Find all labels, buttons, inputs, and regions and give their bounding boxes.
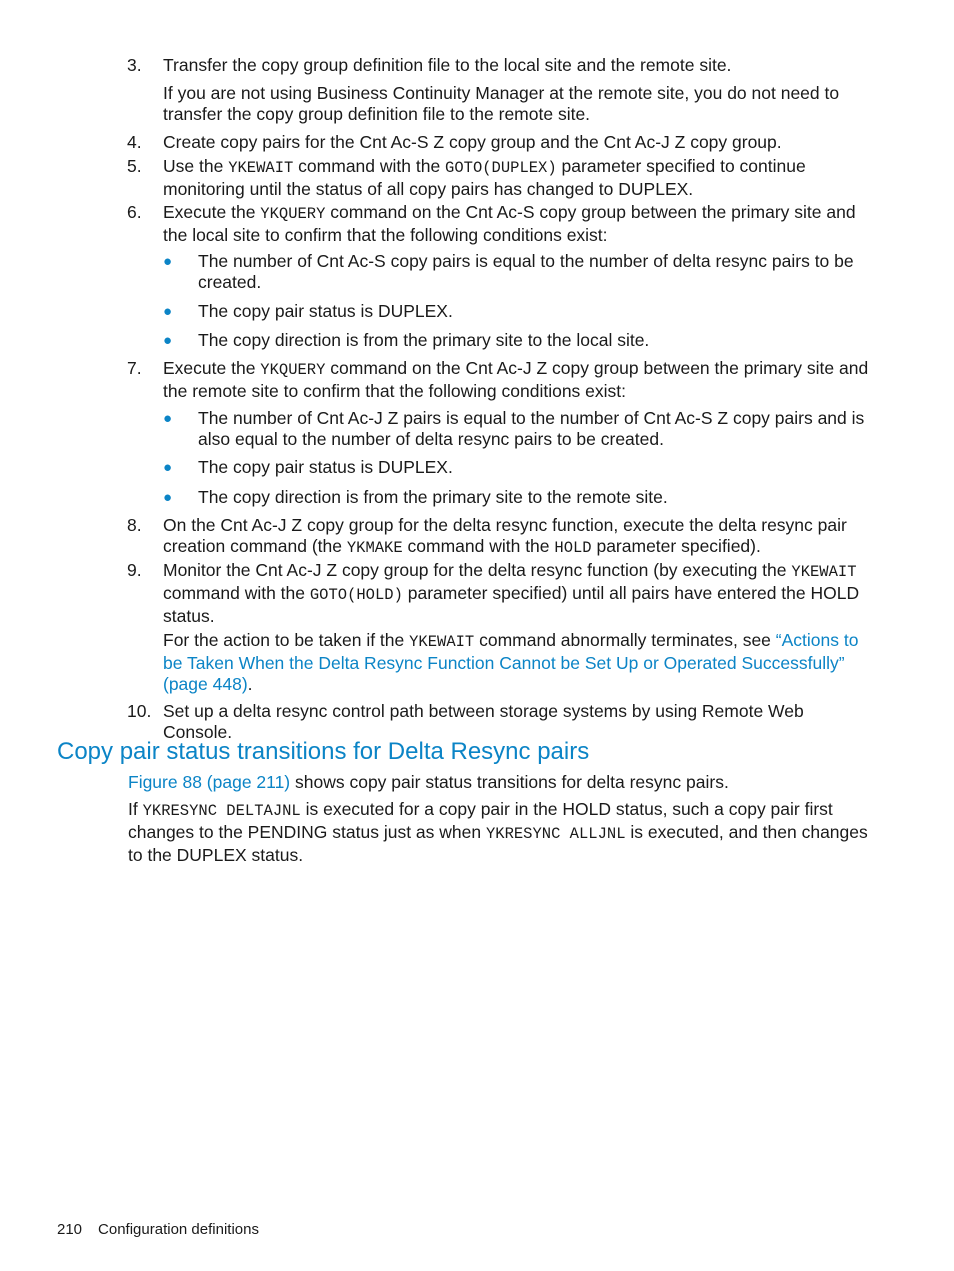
list-item-text bbox=[163, 515, 873, 559]
text-run: For the action to be taken if the bbox=[163, 630, 410, 650]
text-run: command with the bbox=[163, 583, 310, 603]
list-number: 4. bbox=[127, 132, 142, 152]
bullet-text: The copy direction is from the primary site to the local site. bbox=[198, 330, 650, 350]
text-run: is executed, and then changes to the DUPLEX status. bbox=[128, 822, 868, 865]
bullet-icon: ● bbox=[163, 332, 173, 349]
cross-reference-link[interactable]: “Actions to be Taken When the Delta Resync Function Cannot be Set Up or Operated Successfully” (page 448) bbox=[163, 630, 859, 694]
page-number: 210 bbox=[57, 1221, 83, 1238]
code-ykquery: YKQUERY bbox=[260, 361, 326, 379]
bullet-text: The copy pair status is DUPLEX. bbox=[198, 457, 453, 477]
text-run: Use the bbox=[163, 156, 229, 176]
code-ykresync-alljnl: YKRESYNC ALLJNL bbox=[485, 825, 626, 843]
section-paragraph bbox=[128, 799, 873, 866]
list-item-text bbox=[163, 358, 873, 402]
figure-reference-link[interactable]: Figure 88 (page 211) bbox=[128, 772, 291, 792]
list-item-text bbox=[163, 560, 873, 627]
list-item-note: If you are not using Business Continuity Manager at the remote site, you do not need to transfer the copy group definition file to the remote site. bbox=[163, 83, 840, 124]
code-ykresync-deltajnl: YKRESYNC DELTAJNL bbox=[142, 802, 301, 820]
bullet-icon: ● bbox=[163, 253, 173, 270]
text-run: Execute the bbox=[163, 202, 261, 222]
text-run: command on the Cnt Ac-J Z copy group between the primary site and the remote site to confirm that the following conditions exist: bbox=[163, 358, 869, 401]
text-run: command with the bbox=[293, 156, 446, 176]
code-ykquery: YKQUERY bbox=[260, 205, 326, 223]
text-run: is executed for a copy pair in the HOLD status, such a copy pair first changes to the PENDING status just as when bbox=[128, 799, 833, 842]
bullet-icon: ● bbox=[163, 410, 173, 427]
text-run: parameter specified) until all pairs have entered the HOLD status. bbox=[163, 583, 860, 626]
list-item-text bbox=[163, 156, 873, 200]
text-run: command abnormally terminates, see bbox=[474, 630, 776, 650]
text-run: command on the Cnt Ac-S copy group between the primary site and the local site to confirm that the following conditions exist: bbox=[163, 202, 856, 245]
text-run: parameter specified to continue monitoring until the status of all copy pairs has changed to DUPLEX. bbox=[163, 156, 806, 199]
code-goto-duplex: GOTO(DUPLEX) bbox=[445, 159, 557, 177]
list-number: 8. bbox=[127, 515, 142, 535]
bullet-icon: ● bbox=[163, 459, 173, 476]
code-ykewait: YKEWAIT bbox=[409, 633, 475, 651]
list-item-text: Create copy pairs for the Cnt Ac-S Z copy group and the Cnt Ac-J Z copy group. bbox=[163, 132, 782, 152]
page-footer bbox=[57, 1221, 275, 1238]
text-run: shows copy pair status transitions for delta resync pairs. bbox=[290, 772, 729, 792]
code-ykewait: YKEWAIT bbox=[791, 563, 857, 581]
bullet-text: The copy pair status is DUPLEX. bbox=[198, 301, 453, 321]
bullet-text: The copy direction is from the primary site to the remote site. bbox=[198, 487, 668, 507]
text-run: On the Cnt Ac-J Z copy group for the delta resync function, execute the delta resync pair creation command (the bbox=[163, 515, 847, 556]
text-run: . bbox=[247, 674, 253, 694]
footer-section-title: Configuration definitions bbox=[98, 1221, 259, 1238]
list-number: 5. bbox=[127, 156, 142, 176]
list-item-note bbox=[163, 630, 873, 695]
text-run: Monitor the Cnt Ac-J Z copy group for the delta resync function (by executing the bbox=[163, 560, 792, 580]
list-number: 6. bbox=[127, 202, 142, 222]
code-hold: HOLD bbox=[554, 539, 592, 557]
bullet-icon: ● bbox=[163, 489, 173, 506]
code-ykmake: YKMAKE bbox=[346, 539, 403, 557]
list-number: 9. bbox=[127, 560, 142, 580]
list-number: 3. bbox=[127, 55, 142, 75]
text-run: command with the bbox=[402, 536, 555, 556]
list-number: 10. bbox=[127, 701, 152, 721]
list-item-text bbox=[163, 202, 873, 246]
text-run: Execute the bbox=[163, 358, 261, 378]
section-paragraph bbox=[128, 772, 873, 793]
text-run: parameter specified). bbox=[591, 536, 761, 556]
list-number: 7. bbox=[127, 358, 142, 378]
text-run: If bbox=[128, 799, 143, 819]
bullet-text: The number of Cnt Ac-J Z pairs is equal to the number of Cnt Ac-S Z copy pairs and is also equal to the number of delta resync pairs to be created. bbox=[198, 408, 865, 449]
code-ykewait: YKEWAIT bbox=[228, 159, 294, 177]
list-item-text: Transfer the copy group definition file to the local site and the remote site. bbox=[163, 55, 732, 75]
section-heading: Copy pair status transitions for Delta Resync pairs bbox=[57, 738, 590, 765]
list-item-text: Set up a delta resync control path between storage systems by using Remote Web Console. bbox=[163, 701, 804, 742]
bullet-text: The number of Cnt Ac-S copy pairs is equal to the number of delta resync pairs to be created. bbox=[198, 251, 854, 292]
code-goto-hold: GOTO(HOLD) bbox=[309, 586, 403, 604]
bullet-icon: ● bbox=[163, 303, 173, 320]
